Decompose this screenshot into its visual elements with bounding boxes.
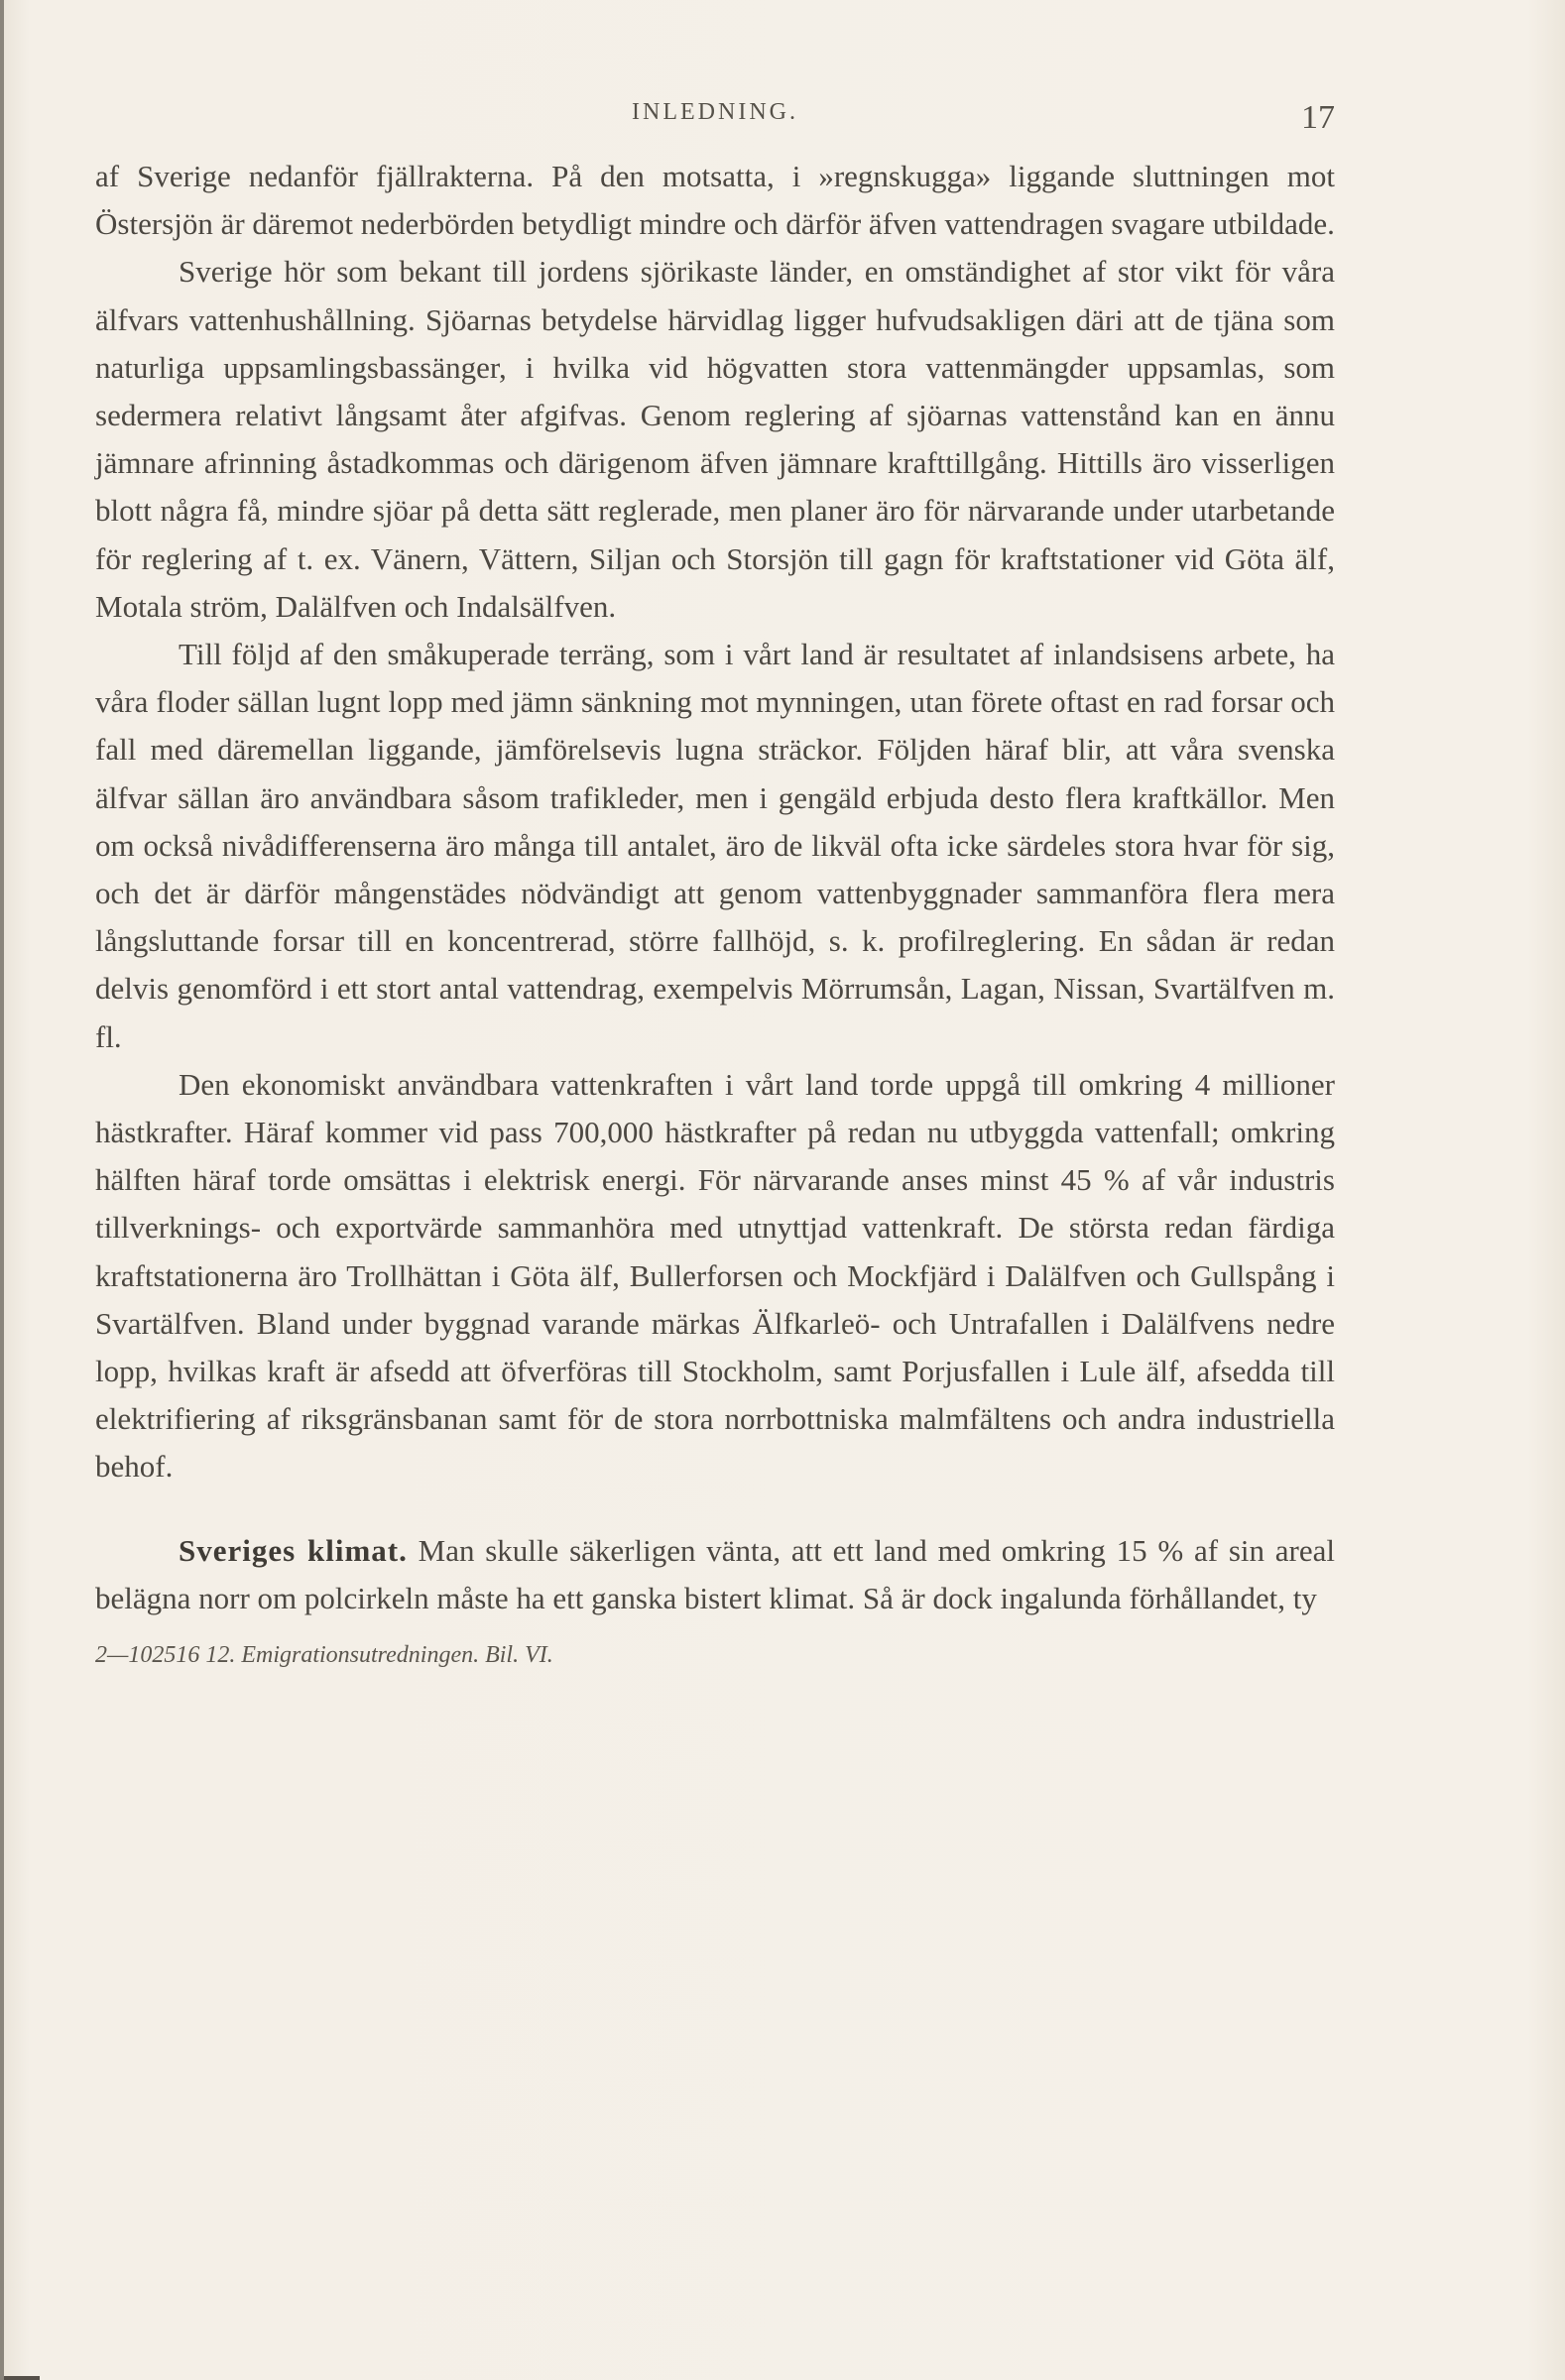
page-number: 17 [1301,99,1335,136]
page-bottom-mark [4,2376,40,2380]
running-header: INLEDNING. [632,99,798,125]
running-head [95,99,1335,139]
book-page [95,99,1335,1669]
section-text: Man skulle säkerligen vänta, att ett land med omkring 15 % af sin areal belägna norr om polcirkeln måste ha ett ganska bistert klimat. Så är dock ingalunda förhållandet, ty [95,1532,1335,1615]
paragraph-4: Den ekonomiskt användbara vattenkraften i vårt land torde uppgå till omkring 4 millioner hästkrafter. Häraf kommer vid pass 700,000 hästkrafter på redan nu utbyggda vattenfall; omkring hälften häraf torde omsättas i elektrisk energi. För närvarande anses minst 45 % af vår industris tillverknings- och exportvärde sammanhöra med utnyttjad vattenkraft. De största redan färdiga kraftstationerna äro Trollhättan i Göta älf, Bullerforsen och Mockfjärd i Dalälfven och Gullspång i Svartälfven. Bland under byggnad varande märkas Älfkarleö- och Untrafallen i Dalälfvens nedre lopp, hvilkas kraft är afsedd att öfverföras till Stockholm, samt Porjusfallen i Lule älf, afsedda till elektrifiering af riksgränsbanan samt för de stora norrbottniska malmfältens och andra industriella behof. [95,1066,1335,1485]
section-break [95,1491,1335,1527]
page-left-edge [0,0,4,2380]
paragraph-3: Till följd af den småkuperade terräng, som i vårt land är resultatet af inlandsisens arbete, ha våra floder sällan lugnt lopp med jämn sänkning mot mynningen, utan förete oftast en rad forsar och fall med däremellan liggande, jämförelsevis lugna sträckor. Följden häraf blir, att våra svenska älfvar sällan äro användbara såsom trafikleder, men i gengäld erbjuda desto flera kraftkällor. Men om också nivådifferenserna äro många till antalet, äro de likväl ofta icke särdeles stora hvar för sig, och det är därför mångenstädes nödvändigt att genom vattenbyggnader sammanföra flera mera långsluttande forsar till en koncentrerad, större fallhöjd, s. k. profilreglering. En sådan är redan delvis genomförd i ett stort antal vattendrag, exempelvis Mörrumsån, Lagan, Nissan, Svartälfven m. fl. [95,637,1335,1054]
section-heading: Sveriges klimat. [179,1532,408,1568]
paragraph-1: af Sverige nedanför fjällrakterna. På den motsatta, i »regnskugga» liggande sluttningen mot Östersjön är däremot nederbörden betydligt mindre och därför äfven vattendragen svagare utbildade. [95,159,1335,242]
section-paragraph [95,1527,1335,1622]
footer-signature: 2—102516 12. Emigrationsutredningen. Bil. VI. [95,1642,553,1669]
paragraph-2: Sverige hör som bekant till jordens sjörikaste länder, en omständighet af stor vikt för våra älfvars vattenhushållning. Sjöarnas betydelse härvidlag ligger hufvudsakligen däri att de tjäna som naturliga uppsamlingsbassänger, i hvilka vid högvatten stora vattenmängder uppsamlas, som sedermera relativt långsamt åter afgifvas. Genom reglering af sjöarnas vattenstånd kan en ännu jämnare afrinning åstadkommas och därigenom äfven jämnare krafttillgång. Hittills äro visserligen blott några få, mindre sjöar på detta sätt reglerade, men planer äro för närvarande under utarbetande för reglering af t. ex. Vänern, Vättern, Siljan och Storsjön till gagn för kraftstationer vid Göta älf, Motala ström, Dalälfven och Indalsälfven. [95,254,1335,624]
